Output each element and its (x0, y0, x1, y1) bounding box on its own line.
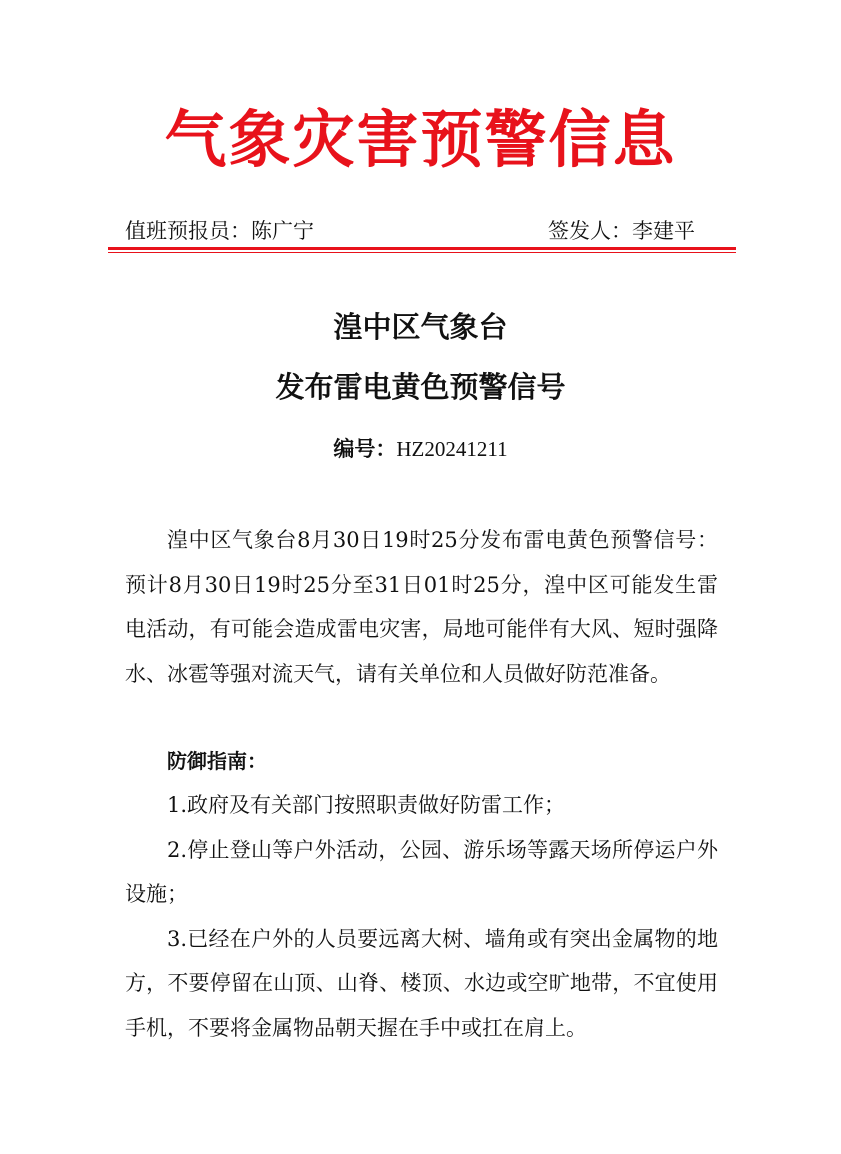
warning-paragraph: 湟中区气象台8月30日19时25分发布雷电黄色预警信号：预计8月30日19时25分至31日01时25分，湟中区可能发生雷电活动，有可能会造成雷电灾害，局地可能伴有大风、短时强降水、冰雹等强对流天气，请有关单位和人员做好防范准备。 (125, 528, 718, 686)
document-title-line-2: 发布雷电黄色预警信号 (275, 370, 566, 404)
guidance-heading: 防御指南： (167, 749, 267, 773)
document-title-line-1: 湟中区气象台 (333, 310, 508, 344)
guidance-item-2: 2.停止登山等户外活动，公园、游乐场等露天场所停运户外设施； (125, 837, 718, 906)
header-divider-thin (108, 252, 736, 253)
serial-label: 编号： (333, 437, 397, 461)
warning-body (125, 518, 718, 696)
signer-row (125, 216, 695, 246)
guidance-list (125, 783, 718, 1050)
serial-number (0, 432, 841, 466)
header-divider-thick (108, 247, 736, 250)
guidance-item-3: 3.已经在户外的人员要远离大树、墙角或有突出金属物的地方，不要停留在山顶、山脊、楼顶、水边或空旷地带，不宜使用手机，不要将金属物品朝天握在手中或扛在肩上。 (125, 926, 718, 1040)
masthead-title: 气象灾害预警信息 (164, 103, 677, 176)
serial-value: HZ20241211 (396, 437, 508, 461)
guidance-item-1: 1.政府及有关部门按照职责做好防雷工作； (167, 793, 566, 817)
issuer-label: 签发人：李建平 (548, 219, 695, 243)
forecaster-label: 值班预报员：陈广宁 (125, 219, 314, 243)
